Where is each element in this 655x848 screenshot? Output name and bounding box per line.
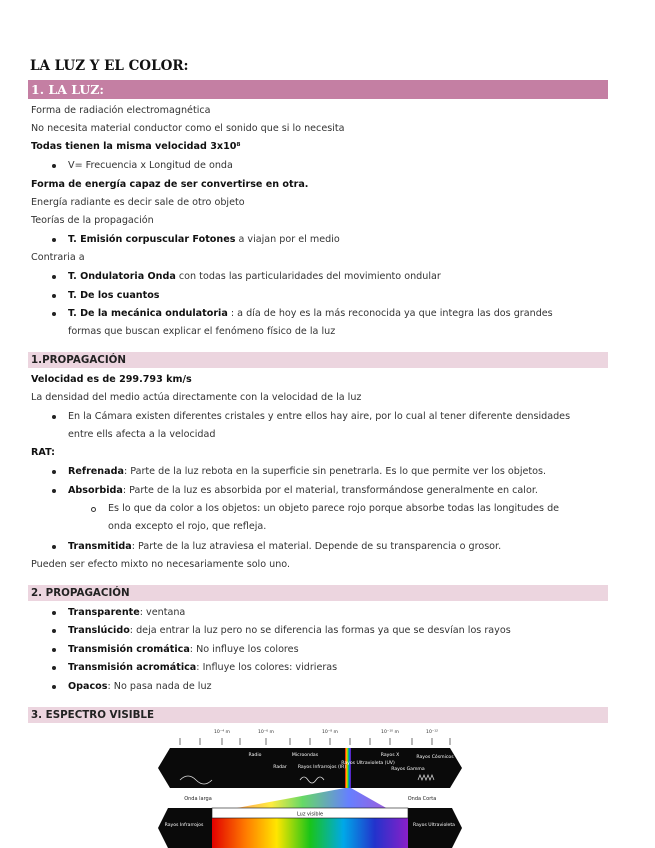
- ultravioleta-label: Rayos Ultravioleta: [413, 823, 455, 828]
- bullet-item: [68, 540, 501, 553]
- onda-larga-label: Onda larga: [184, 796, 212, 802]
- tick-label: 10⁻¹⁰ m: [381, 730, 399, 735]
- band-label-ir: Rayos Infrarrojos (IR): [297, 765, 347, 770]
- text-line-bold: Velocidad es de 299.793 km/s: [31, 374, 192, 385]
- bullet-item: [68, 484, 538, 497]
- tick-label: 10⁻⁸ m: [321, 730, 339, 735]
- ruler-ticks: [180, 738, 450, 745]
- band-label-gamma: Rayos Gamma: [391, 767, 425, 772]
- text-line-bold: Todas tienen la misma velocidad 3x10⁸: [31, 141, 241, 152]
- bullet-item: [68, 606, 185, 619]
- bullet-text: : Parte de la luz es absorbida por el material, transformándose generalmente en calor.: [122, 485, 538, 496]
- bullet-bold: Absorbida: [68, 485, 123, 496]
- bullet-item: [68, 465, 546, 478]
- text-line: La densidad del medio actúa directamente con la velocidad de la luz: [31, 392, 362, 403]
- bullet-bold: T. De los cuantos: [68, 290, 160, 301]
- text-line-bold: Forma de energía capaz de ser convertirse en otra.: [31, 179, 309, 190]
- electromagnetic-spectrum-diagram: [150, 718, 470, 848]
- section-heading-espectro-visible: 3. ESPECTRO VISIBLE: [28, 707, 608, 723]
- bullet-continuation: entre ells afecta a la velocidad: [68, 429, 216, 440]
- bullet-item: [68, 643, 299, 656]
- bullet-bold: Transparente: [68, 607, 140, 618]
- bullet-item: [68, 289, 160, 302]
- bullet-bold: T. Ondulatoria Onda: [68, 271, 176, 282]
- bullet-bold: T. Emisión corpuscular Fotones: [68, 234, 236, 245]
- text-line: Contraria a: [31, 252, 85, 263]
- bullet-bold: Transmisión acromática: [68, 662, 197, 673]
- bullet-text: : No influye los colores: [189, 644, 299, 655]
- infrarrojos-label: Rayos Infrarrojos: [164, 823, 204, 828]
- bullet-bold: Opacos: [68, 681, 108, 692]
- onda-corta-label: Onda Corta: [407, 796, 437, 802]
- bullet-text: : Parte de la luz rebota en la superficie sin penetrarla. Es lo que permite ver los objetos.: [123, 466, 547, 477]
- bullet-item: [68, 624, 511, 637]
- bullet-bold: Translúcido: [68, 625, 130, 636]
- section-heading-propagacion-2: 2. PROPAGACIÓN: [28, 585, 608, 601]
- tick-label: 10⁻⁴ m: [213, 730, 231, 735]
- luz-visible-label: Luz visible: [296, 811, 324, 818]
- bullet-text: a viajan por el medio: [235, 234, 340, 245]
- document-title: LA LUZ Y EL COLOR:: [30, 58, 189, 74]
- band-label-microondas: Microondas: [291, 753, 319, 758]
- bullet-item: V= Frecuencia x Longitud de onda: [68, 160, 233, 171]
- bullet-bold: Refrenada: [68, 466, 124, 477]
- text-line: Energía radiante es decir sale de otro objeto: [31, 197, 245, 208]
- bullet-text: : a día de hoy es la más reconocida ya que integra las dos grandes: [227, 308, 553, 319]
- bullet-item: [68, 233, 340, 246]
- bullet-item: [68, 680, 212, 693]
- bullet-item: [68, 270, 441, 283]
- bullet-text: : ventana: [139, 607, 186, 618]
- section-heading-la-luz: 1. LA LUZ:: [28, 80, 608, 99]
- visible-spectrum-bar: [212, 818, 408, 848]
- bullet-text: : No pasa nada de luz: [107, 681, 212, 692]
- text-line: No necesita material conductor como el sonido que si lo necesita: [31, 123, 345, 134]
- sub-bullet-item: Es lo que da color a los objetos: un objeto parece rojo porque absorbe todas las longitudes de: [108, 503, 560, 514]
- bullet-item: [68, 661, 337, 674]
- bullet-bold: Transmitida: [68, 541, 132, 552]
- band-label-uv: Rayos Ultravioleta (UV): [341, 761, 395, 766]
- bullet-text: con todas las particularidades del movimiento ondular: [175, 271, 441, 282]
- section-heading-propagacion: 1.PROPAGACIÓN: [28, 352, 608, 368]
- text-line-bold: RAT:: [31, 447, 55, 458]
- tick-label: 10⁻⁶ m: [257, 730, 275, 735]
- ultraviolet-arrow: [408, 808, 462, 848]
- bullet-continuation: formas que buscan explicar el fenómeno físico de la luz: [68, 326, 336, 337]
- band-label-x: Rayos X: [380, 753, 400, 758]
- bullet-bold: T. De la mecánica ondulatoria: [68, 308, 228, 319]
- text-line: Teorías de la propagación: [31, 215, 154, 226]
- text-line: Pueden ser efecto mixto no necesariamente solo uno.: [31, 559, 291, 570]
- bullet-continuation: onda excepto el rojo, que refleja.: [108, 521, 267, 532]
- text-line: Forma de radiación electromagnética: [31, 105, 211, 116]
- bullet-item: En la Cámara existen diferentes cristales y entre ellos hay aire, por lo cual al tener diferente densidades: [68, 411, 571, 422]
- band-label-radar: Radar: [273, 765, 287, 770]
- band-label-radio: Radio: [248, 753, 262, 758]
- bullet-text: : deja entrar la luz pero no se diferencia las formas ya que se desvían los rayos: [129, 625, 511, 636]
- bullet-text: : Influye los colores: vidrieras: [196, 662, 338, 673]
- bullet-text: : Parte de la luz atraviesa el material. Depende de su transparencia o grosor.: [131, 541, 502, 552]
- bullet-item: [68, 307, 553, 320]
- tick-label: 10⁻¹²: [426, 730, 438, 735]
- bullet-bold: Transmisión cromática: [68, 644, 190, 655]
- band-label-cosmicos: Rayos Cósmicos: [416, 755, 454, 760]
- infrared-arrow: [158, 808, 212, 848]
